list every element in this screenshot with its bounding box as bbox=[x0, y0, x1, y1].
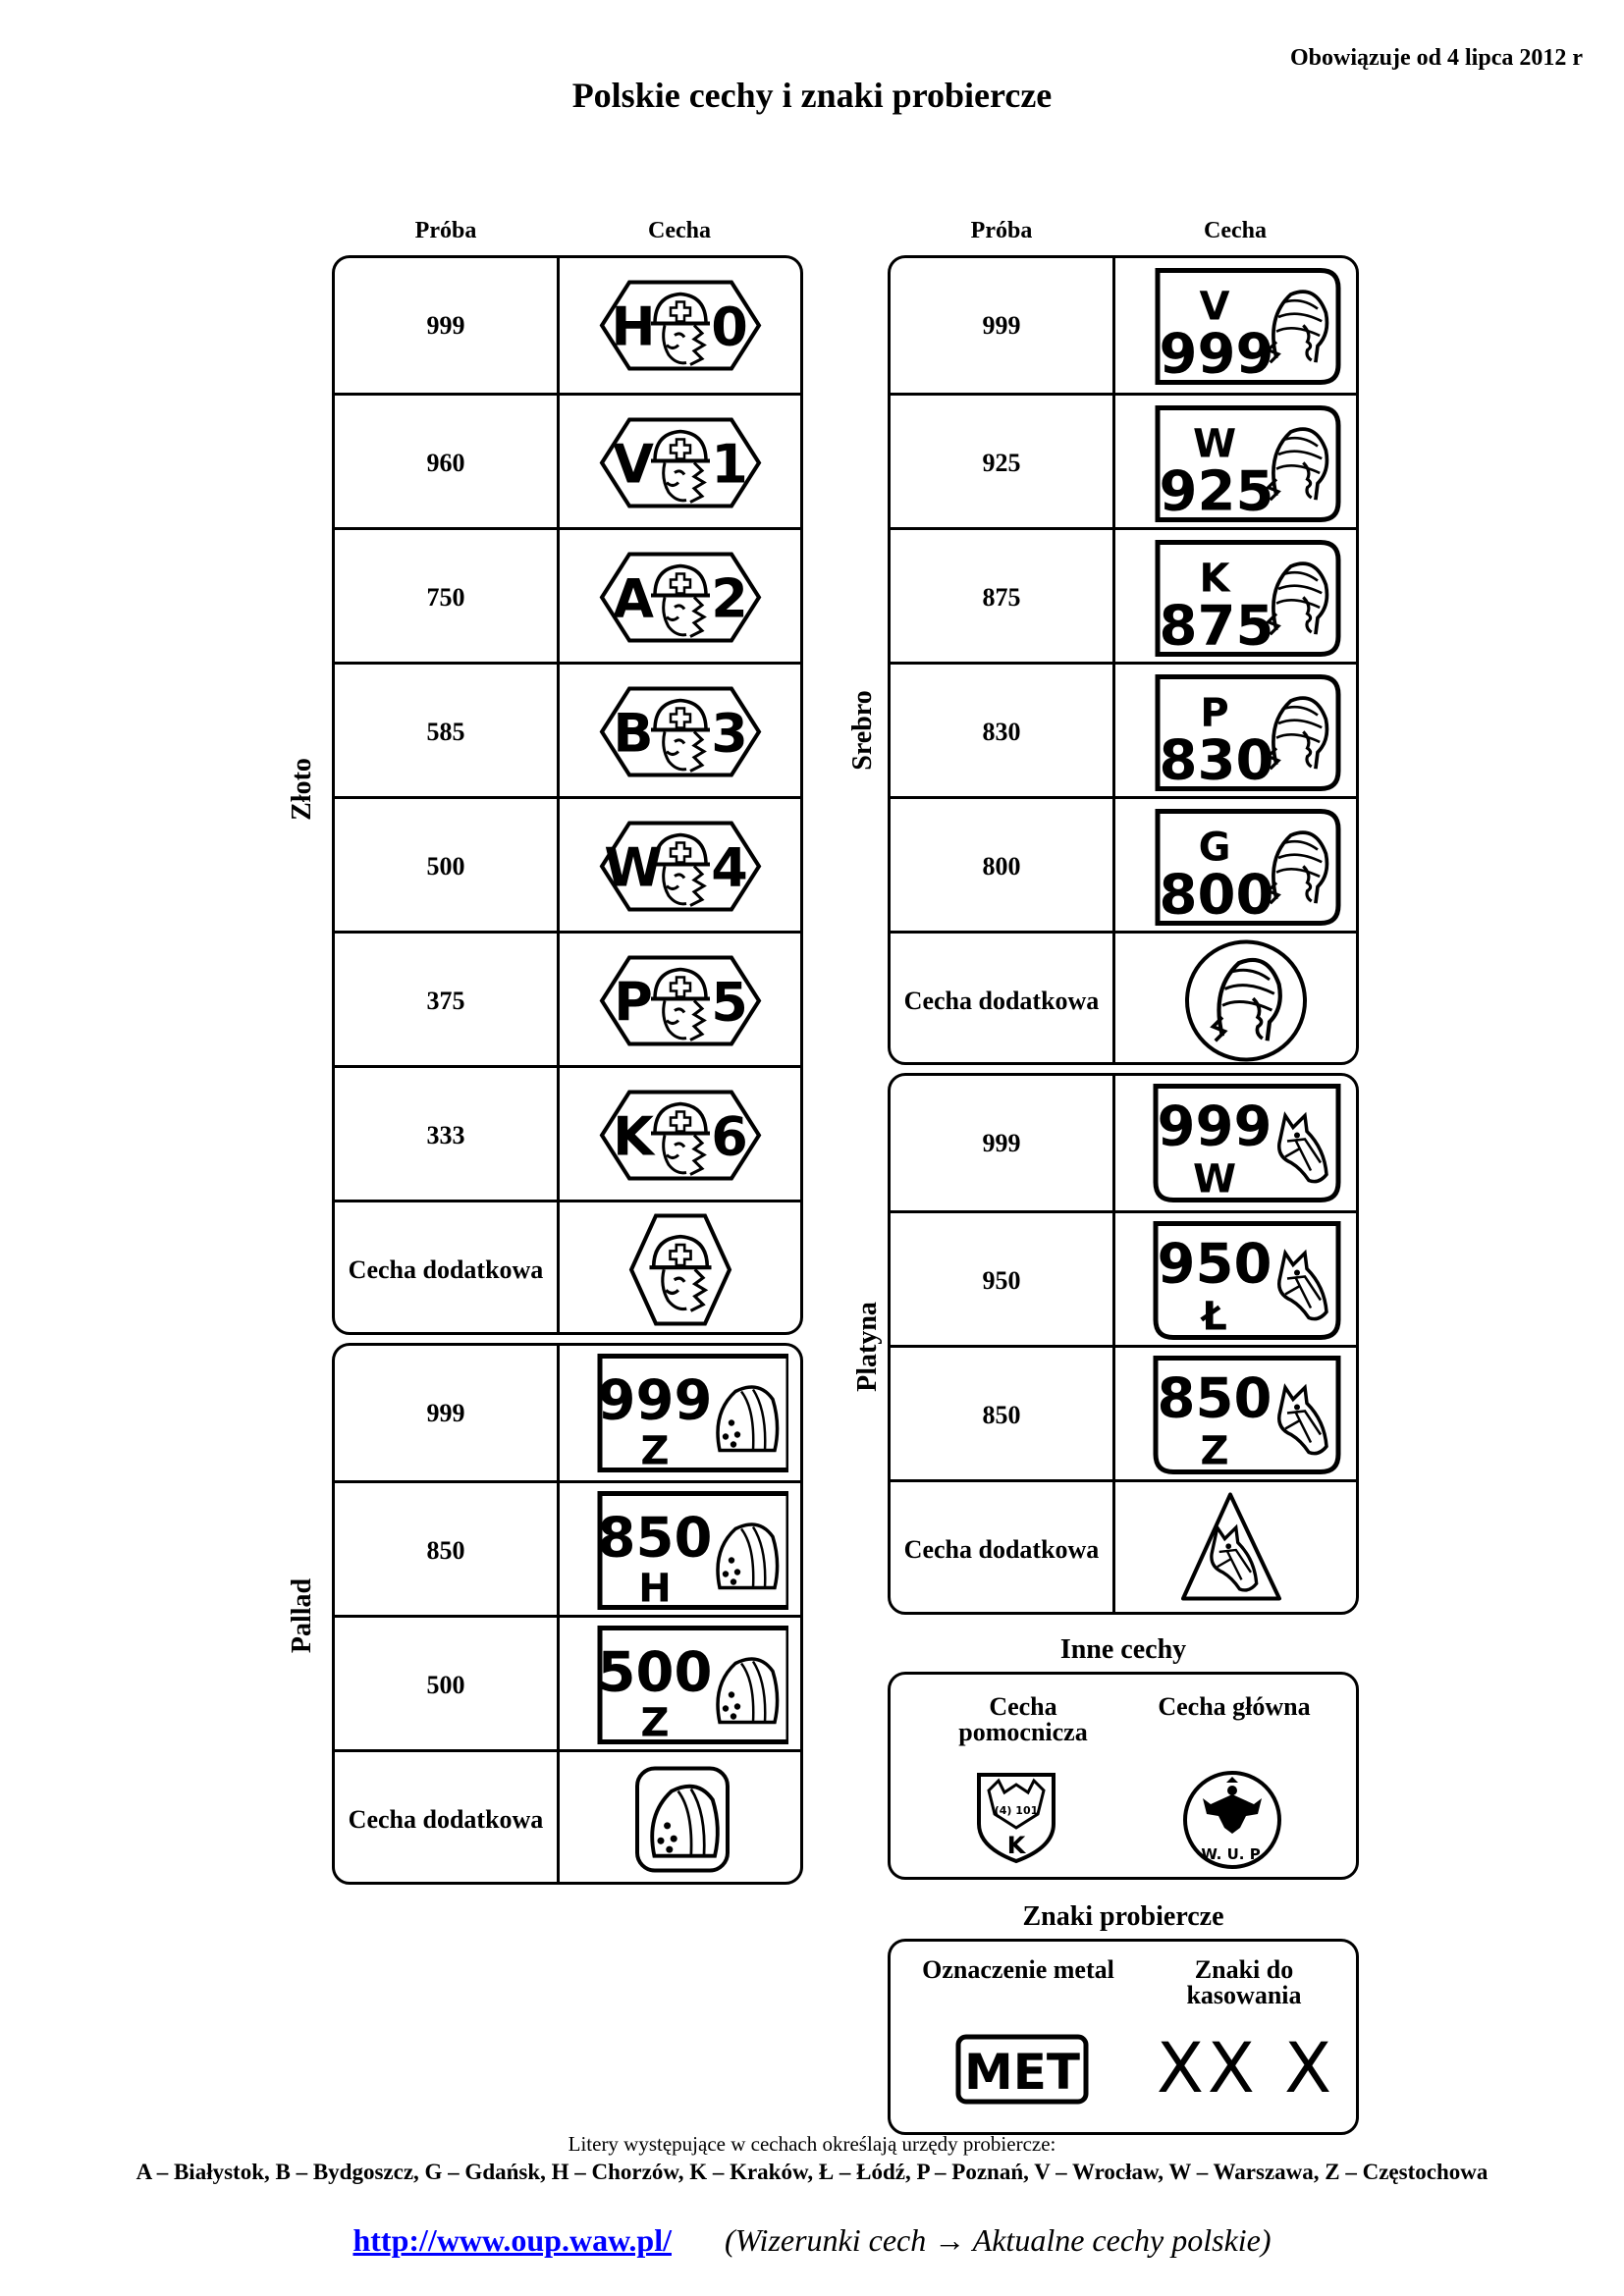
hallmark-image bbox=[1128, 802, 1344, 931]
right-col-header-cecha: Cecha bbox=[1204, 218, 1267, 243]
fineness-number: 800 bbox=[1159, 863, 1273, 928]
horse-head-icon bbox=[1278, 1116, 1326, 1182]
office-letter: P bbox=[613, 971, 653, 1034]
main-mark-text: W. U. P. bbox=[1201, 1845, 1264, 1863]
fineness-value: 585 bbox=[426, 717, 465, 746]
hallmark-image bbox=[572, 533, 788, 662]
table-row bbox=[335, 662, 800, 799]
table-row bbox=[891, 258, 1356, 393]
knight-helmet-icon bbox=[651, 970, 710, 1041]
office-letter: K bbox=[612, 1105, 654, 1168]
hallmark-image bbox=[1128, 1216, 1344, 1345]
cancel-marks: XX X bbox=[1156, 2028, 1336, 2109]
auxiliary-mark-label: Cecha pomocnicza bbox=[958, 1692, 1088, 1746]
hallmark-cell bbox=[560, 1618, 800, 1752]
fineness-digit: 0 bbox=[710, 295, 748, 358]
main-eagle-mark bbox=[1181, 1769, 1283, 1871]
office-letter: H bbox=[637, 1566, 672, 1612]
fineness-value: 750 bbox=[426, 582, 465, 612]
other-marks-title: Inne cechy bbox=[1059, 1634, 1187, 1665]
table-row bbox=[891, 931, 1356, 1065]
table-row bbox=[891, 1210, 1356, 1348]
path-part-1: Wizerunki cech bbox=[734, 2222, 927, 2258]
knight-helmet-icon bbox=[651, 701, 710, 772]
arrow-right-icon: → bbox=[934, 2222, 966, 2258]
office-letter: V bbox=[612, 433, 654, 496]
hallmark-image bbox=[572, 399, 788, 527]
woman-head-icon bbox=[1268, 563, 1326, 634]
auxiliary-shield-text: (4) 101 bbox=[994, 1804, 1039, 1817]
platinum-label: Platyna bbox=[852, 1302, 883, 1392]
fineness-digit: 1 bbox=[710, 433, 748, 496]
office-letter: H bbox=[610, 295, 656, 358]
hallmark-image bbox=[1128, 1351, 1344, 1479]
office-letter: W bbox=[1192, 1156, 1236, 1202]
fineness-number: 999 bbox=[1159, 322, 1273, 387]
hallmark-cell bbox=[1115, 799, 1356, 934]
hallmark-cell bbox=[1115, 1348, 1356, 1482]
hallmark-cell bbox=[1115, 1076, 1356, 1210]
hallmark-image bbox=[1128, 533, 1344, 662]
fineness-value: 850 bbox=[982, 1400, 1021, 1429]
silver-label: Srebro bbox=[847, 690, 878, 771]
horse-head-icon bbox=[1278, 1254, 1326, 1319]
extra-mark-label: Cecha dodatkowa bbox=[903, 986, 1100, 1015]
pallas-head-icon bbox=[718, 1524, 778, 1588]
office-letter: P bbox=[1199, 690, 1229, 736]
fineness-value: 925 bbox=[982, 448, 1021, 477]
fineness-value: 500 bbox=[426, 1670, 465, 1699]
path-part-2: Aktualne cechy polskie bbox=[972, 2222, 1261, 2258]
fineness-value: 850 bbox=[426, 1535, 465, 1565]
hallmark-image bbox=[1128, 936, 1344, 1065]
office-letter: Z bbox=[639, 1700, 670, 1746]
woman-head-icon bbox=[1268, 292, 1326, 362]
silver-table bbox=[888, 255, 1359, 1065]
fineness-value: 960 bbox=[426, 448, 465, 477]
office-letter: A bbox=[612, 567, 654, 630]
fineness-number: 850 bbox=[1157, 1366, 1272, 1431]
hallmark-cell bbox=[1115, 1482, 1356, 1615]
hallmark-cell bbox=[560, 1483, 800, 1618]
cancel-marks-label: Znaki do kasowania bbox=[1186, 1955, 1302, 2009]
fineness-digit: 4 bbox=[710, 836, 748, 899]
woman-head-icon bbox=[1268, 698, 1326, 769]
fineness-number: 850 bbox=[597, 1506, 712, 1571]
fineness-number: 999 bbox=[1157, 1095, 1272, 1159]
hallmark-image bbox=[572, 1621, 788, 1749]
fineness-value: 999 bbox=[982, 1128, 1021, 1157]
knight-helmet-icon bbox=[651, 294, 710, 365]
pallas-head-icon bbox=[652, 1787, 718, 1856]
office-letter: G bbox=[1198, 825, 1230, 871]
table-row bbox=[335, 393, 800, 530]
fineness-number: 830 bbox=[1159, 728, 1273, 793]
auxiliary-shield-mark bbox=[975, 1771, 1057, 1865]
table-row bbox=[891, 796, 1356, 934]
hallmark-cell bbox=[1115, 665, 1356, 799]
fineness-value: 999 bbox=[426, 1398, 465, 1427]
other-marks-box bbox=[888, 1672, 1359, 1880]
main-mark-label: Cecha główna bbox=[1158, 1692, 1311, 1721]
assay-signs-box bbox=[888, 1939, 1359, 2135]
hallmark-cell bbox=[1115, 396, 1356, 530]
page-title: Polskie cechy i znaki probiercze bbox=[571, 76, 1053, 115]
offices-note: Litery występujące w cechach określają urzędy probiercze: bbox=[568, 2132, 1056, 2156]
validity-note: Obowiązuje od 4 lipca 2012 r bbox=[1290, 45, 1583, 71]
fineness-value: 375 bbox=[426, 986, 465, 1015]
table-row bbox=[335, 1749, 800, 1885]
fineness-number: 950 bbox=[1157, 1232, 1272, 1297]
table-row bbox=[335, 1615, 800, 1752]
knight-helmet-icon bbox=[651, 432, 710, 503]
fineness-digit: 6 bbox=[710, 1105, 748, 1168]
office-letter: Z bbox=[639, 1428, 670, 1474]
table-row bbox=[335, 1346, 800, 1480]
fineness-digit: 3 bbox=[710, 702, 748, 765]
hallmark-image bbox=[1128, 1079, 1344, 1207]
hallmark-cell bbox=[1115, 530, 1356, 665]
hallmark-image bbox=[1128, 399, 1344, 527]
gold-table bbox=[332, 255, 803, 1335]
hallmark-image bbox=[1128, 1485, 1344, 1614]
gold-label: Złoto bbox=[287, 758, 317, 821]
hallmark-cell bbox=[560, 799, 800, 934]
table-row bbox=[891, 527, 1356, 665]
palladium-label: Pallad bbox=[287, 1577, 317, 1654]
office-letter: W bbox=[603, 836, 663, 899]
hallmark-cell bbox=[1115, 258, 1356, 393]
met-mark-text: MET bbox=[963, 2044, 1081, 2101]
pallas-head-icon bbox=[718, 1659, 778, 1723]
hallmark-cell bbox=[560, 1202, 800, 1335]
table-row bbox=[891, 1345, 1356, 1482]
office-letter: Ł bbox=[1201, 1294, 1227, 1340]
table-row bbox=[335, 931, 800, 1068]
extra-mark-label: Cecha dodatkowa bbox=[903, 1534, 1100, 1564]
table-row bbox=[335, 258, 800, 393]
table-row bbox=[335, 1065, 800, 1202]
footer-links bbox=[0, 2222, 1624, 2259]
fineness-value: 830 bbox=[982, 717, 1021, 746]
fineness-number: 925 bbox=[1159, 459, 1273, 524]
platinum-table bbox=[888, 1073, 1359, 1615]
hallmark-cell bbox=[560, 530, 800, 665]
hallmark-image bbox=[1128, 667, 1344, 796]
fineness-value: 333 bbox=[426, 1120, 465, 1149]
woman-head-icon bbox=[1268, 832, 1326, 903]
hallmark-image bbox=[572, 1755, 788, 1884]
horse-head-icon bbox=[1278, 1388, 1326, 1454]
fineness-number: 999 bbox=[597, 1368, 712, 1433]
hallmark-cell bbox=[560, 258, 800, 393]
assay-signs-title: Znaki probiercze bbox=[1022, 1901, 1224, 1932]
table-row bbox=[335, 1200, 800, 1335]
hallmark-image bbox=[572, 1205, 788, 1334]
hallmark-image bbox=[572, 802, 788, 931]
fineness-digit: 2 bbox=[710, 567, 748, 630]
extra-mark-label: Cecha dodatkowa bbox=[348, 1255, 544, 1284]
office-letter: Z bbox=[1199, 1428, 1229, 1474]
hallmark-image bbox=[572, 1071, 788, 1200]
offices-list: A – Białystok, B – Bydgoszcz, G – Gdańsk, H – Chorzów, K – Kraków, Ł – Łódź, P – Poznań, V – Wrocław, W – Warszawa, Z – Częstochowa bbox=[135, 2160, 1489, 2184]
table-row bbox=[335, 1480, 800, 1618]
fineness-number: 875 bbox=[1159, 594, 1273, 659]
hallmark-cell bbox=[1115, 934, 1356, 1065]
auxiliary-letter: K bbox=[1006, 1832, 1026, 1859]
fineness-number: 500 bbox=[597, 1640, 712, 1705]
hallmark-image bbox=[572, 261, 788, 390]
fineness-value: 950 bbox=[982, 1265, 1021, 1295]
hallmark-image bbox=[1128, 261, 1344, 390]
hallmark-cell bbox=[560, 1346, 800, 1480]
fineness-value: 875 bbox=[982, 582, 1021, 612]
office-letter: K bbox=[1199, 556, 1229, 602]
met-mark bbox=[955, 2034, 1089, 2105]
hallmark-cell bbox=[560, 1752, 800, 1885]
table-row bbox=[891, 1076, 1356, 1210]
table-row bbox=[891, 1479, 1356, 1615]
hallmark-cell bbox=[560, 1068, 800, 1202]
left-col-header-cecha: Cecha bbox=[648, 218, 711, 243]
hallmark-cell bbox=[560, 934, 800, 1068]
hallmark-image bbox=[572, 667, 788, 796]
knight-helmet-icon bbox=[649, 1237, 711, 1311]
hallmark-image bbox=[572, 936, 788, 1065]
knight-helmet-icon bbox=[651, 566, 710, 637]
table-row bbox=[335, 796, 800, 934]
hallmark-cell bbox=[1115, 1213, 1356, 1348]
office-letter: W bbox=[1192, 421, 1236, 467]
table-row bbox=[891, 662, 1356, 799]
knight-helmet-icon bbox=[651, 1104, 710, 1175]
fineness-value: 999 bbox=[426, 310, 465, 340]
extra-mark-label: Cecha dodatkowa bbox=[348, 1804, 544, 1834]
palladium-table bbox=[332, 1343, 803, 1885]
hallmark-image bbox=[572, 1349, 788, 1477]
pallas-head-icon bbox=[718, 1387, 778, 1451]
office-letter: B bbox=[612, 702, 654, 765]
path-close: ) bbox=[1260, 2222, 1272, 2258]
fineness-value: 800 bbox=[982, 851, 1021, 881]
table-row bbox=[335, 527, 800, 665]
hallmark-cell bbox=[560, 396, 800, 530]
path-open: ( bbox=[725, 2222, 735, 2258]
office-letter: V bbox=[1199, 284, 1229, 330]
eagle-icon bbox=[1203, 1777, 1262, 1834]
right-col-header-proba: Próba bbox=[970, 218, 1033, 243]
woman-head-icon bbox=[1213, 960, 1279, 1041]
fineness-value: 999 bbox=[982, 310, 1021, 340]
woman-head-icon bbox=[1268, 429, 1326, 500]
oup-website-link[interactable]: http://www.oup.waw.pl/ bbox=[352, 2222, 672, 2258]
fineness-value: 500 bbox=[426, 851, 465, 881]
table-row bbox=[891, 393, 1356, 530]
hallmark-cell bbox=[560, 665, 800, 799]
hallmark-image bbox=[572, 1486, 788, 1615]
fineness-digit: 5 bbox=[710, 971, 748, 1034]
metal-mark-label: Oznaczenie metal bbox=[922, 1955, 1114, 1984]
left-col-header-proba: Próba bbox=[414, 218, 477, 243]
